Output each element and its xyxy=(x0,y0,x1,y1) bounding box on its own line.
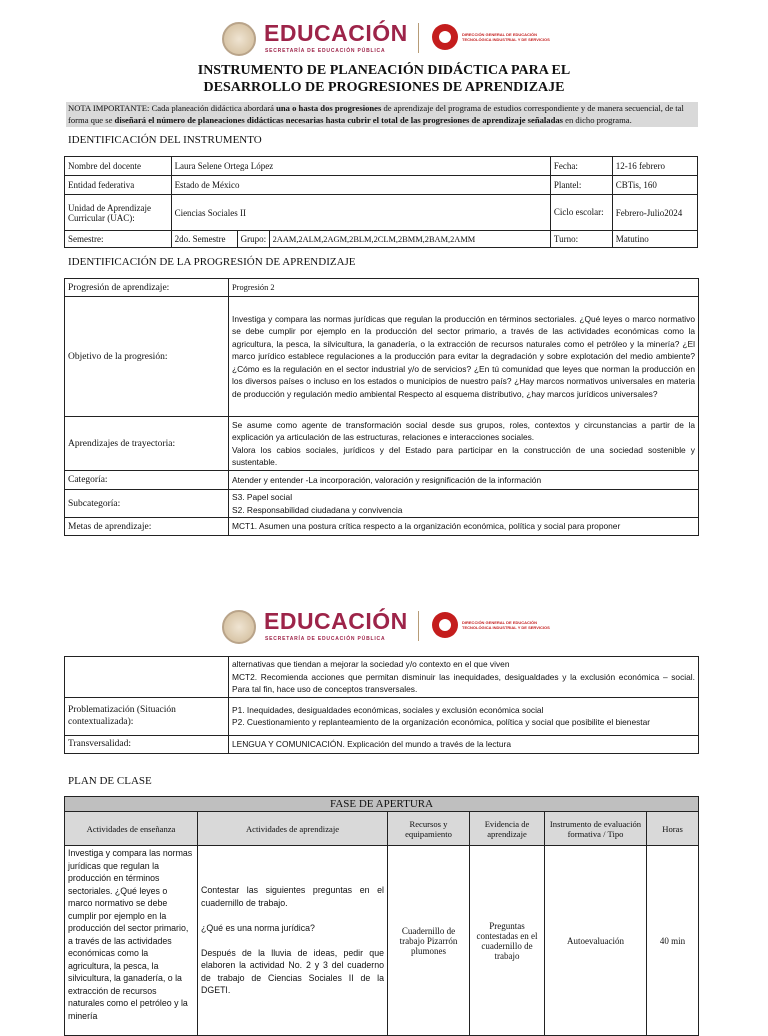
label-plantel: Plantel: xyxy=(550,176,612,195)
cell-evidencia: Preguntas contestadas en el cuadernillo de trabajo xyxy=(470,846,545,1036)
label-turno: Turno: xyxy=(550,231,612,248)
label-ciclo: Ciclo escolar: xyxy=(550,195,612,231)
value-trayectoria: Se asume como agente de transformación social desde sus grupos, roles, contextos y circunstancias a partir de la explicación ya articulación de las estructuras, relaciones e interacciones sociales. Valora los cabios sociales, jurídicos y del Estado para participar en la construcción de una sociedad sostenible y sustentable. xyxy=(229,417,699,471)
col-recursos: Recursos y equipamiento xyxy=(388,812,470,846)
label-problematizacion: Problematización (Situación contextualizada): xyxy=(65,697,229,735)
label-transversalidad: Transversalidad: xyxy=(65,735,229,753)
cell-aprendizaje: Contestar las siguientes preguntas en el cuadernillo de trabajo. ¿Qué es una norma jurídica? Después de la lluvia de ideas, pedir que elaboren la actividad No. 2 y 3 del cuaderno de trabajo de Ciencias Sociales II de la DGETI. xyxy=(198,846,388,1036)
col-horas: Horas xyxy=(647,812,699,846)
value-categoria: Atender y entender -La incorporación, valoración y resignificación de la información xyxy=(229,471,699,490)
progression-table xyxy=(64,278,699,536)
value-semestre: 2do. Semestre xyxy=(171,231,237,248)
value-metas: MCT1. Asumen una postura crítica respecto a la organización económica, política y social para proponer xyxy=(229,518,699,536)
value-progresion: Progresión 2 xyxy=(229,279,699,297)
label-fecha: Fecha: xyxy=(550,157,612,176)
value-problematizacion: P1. Inequidades, desigualdades económicas, sociales y exclusión económica social P2. Cuestionamiento y replanteamiento de la organización económica, política y social que posibilite el bienestar xyxy=(229,697,699,735)
instrument-table xyxy=(64,156,698,248)
brand-logo: EDUCACIÓN xyxy=(264,20,408,46)
label-grupo: Grupo: xyxy=(237,231,269,248)
dgeti-text: DIRECCIÓN GENERAL DE EDUCACIÓN TECNOLÓGICA INDUSTRIAL Y DE SERVICIOS xyxy=(462,32,550,42)
label-progresion: Progresión de aprendizaje: xyxy=(65,279,229,297)
value-uac: Ciencias Sociales II xyxy=(171,195,550,231)
value-subcategoria: S3. Papel social S2. Responsabilidad ciudadana y convivencia xyxy=(229,490,699,518)
logo-divider xyxy=(418,611,419,641)
document-title-line2: DESARROLLO DE PROGRESIONES DE APRENDIZAJE xyxy=(203,80,565,95)
cell-recursos: Cuadernillo de trabajo Pizarrón plumones xyxy=(388,846,470,1036)
label-docente: Nombre del docente xyxy=(65,157,172,176)
important-note: NOTA IMPORTANTE: Cada planeación didáctica abordará una o hasta dos progresiones de aprendizaje del programa de estudios correspondiente y de manera secuencial, de tal forma que se diseñará el número de planeaciones didácticas necesarias hasta cubrir el total de las progresiones de aprendizaje señaladas en dicho programa. xyxy=(66,102,698,127)
value-entidad: Estado de México xyxy=(171,176,550,195)
section-heading-plan: PLAN DE CLASE xyxy=(68,775,152,787)
sep-seal-icon xyxy=(222,22,256,56)
logo-divider xyxy=(418,23,419,53)
page1-header xyxy=(0,18,768,68)
label-uac: Unidad de Aprendizaje Curricular (UAC): xyxy=(65,195,172,231)
value-transversalidad: LENGUA Y COMUNICACIÓN. Explicación del mundo a través de la lectura xyxy=(229,735,699,753)
label-objetivo: Objetivo de la progresión: xyxy=(65,297,229,417)
value-ciclo: Febrero-Julio2024 xyxy=(612,195,697,231)
cell-horas: 40 min xyxy=(647,846,699,1036)
value-docente: Laura Selene Ortega López xyxy=(171,157,550,176)
dgeti-text: DIRECCIÓN GENERAL DE EDUCACIÓN TECNOLÓGICA INDUSTRIAL Y DE SERVICIOS xyxy=(462,620,550,630)
value-metas-cont: alternativas que tiendan a mejorar la sociedad y/o contexto en el que viven MCT2. Recomienda acciones que permitan disminuir las inequidades, desigualdades y la exclusión económica – social. Para tal fin, hace uso de conceptos transversales. xyxy=(229,657,699,698)
document-title-line1: INSTRUMENTO DE PLANEACIÓN DIDÁCTICA PARA EL xyxy=(197,63,571,78)
cell-ensenanza: Investiga y compara las normas jurídicas que regulan la producción en términos sectoriales. ¿Qué leyes o marco normativo se debe cumplir por ejemplo en la producción del sector primario, a través de las actividades económicas como la agricultura, la pesca, la silvicultura, la ganadería, o la extracción de recursos naturales como el petróleo y la minería xyxy=(65,846,198,1036)
label-metas-cont xyxy=(65,657,229,698)
value-fecha: 12-16 febrero xyxy=(612,157,697,176)
section-heading-instrumento: IDENTIFICACIÓN DEL INSTRUMENTO xyxy=(68,134,262,146)
label-categoria: Categoría: xyxy=(65,471,229,490)
plan-table xyxy=(64,796,699,1036)
label-semestre: Semestre: xyxy=(65,231,172,248)
label-trayectoria: Aprendizajes de trayectoria: xyxy=(65,417,229,471)
label-entidad: Entidad federativa xyxy=(65,176,172,195)
col-aprendizaje: Actividades de aprendizaje xyxy=(198,812,388,846)
sep-seal-icon xyxy=(222,610,256,644)
brand-logo: EDUCACIÓN xyxy=(264,608,408,634)
dgeti-gear-icon xyxy=(432,612,458,638)
value-grupo: 2AAM,2ALM,2AGM,2BLM,2CLM,2BMM,2BAM,2AMM xyxy=(269,231,550,248)
dgeti-gear-icon xyxy=(432,24,458,50)
label-subcategoria: Subcategoría: xyxy=(65,490,229,518)
col-ensenanza: Actividades de enseñanza xyxy=(65,812,198,846)
value-turno: Matutino xyxy=(612,231,697,248)
progression-table-continued xyxy=(64,656,699,754)
value-plantel: CBTis, 160 xyxy=(612,176,697,195)
brand-subtitle: SECRETARÍA DE EDUCACIÓN PÚBLICA xyxy=(265,636,386,642)
label-metas: Metas de aprendizaje: xyxy=(65,518,229,536)
col-instrumento: Instrumento de evaluación formativa / Tipo xyxy=(545,812,647,846)
page2-header xyxy=(0,606,768,656)
fase-apertura: FASE DE APERTURA xyxy=(65,797,699,812)
section-heading-progresion: IDENTIFICACIÓN DE LA PROGRESIÓN DE APRENDIZAJE xyxy=(68,256,356,268)
cell-instrumento: Autoevaluación xyxy=(545,846,647,1036)
col-evidencia: Evidencia de aprendizaje xyxy=(470,812,545,846)
brand-subtitle: SECRETARÍA DE EDUCACIÓN PÚBLICA xyxy=(265,48,386,54)
value-objetivo: Investiga y compara las normas jurídicas que regulan la producción en términos sectoriales. ¿Qué leyes o marco normativo se debe cumplir por ejemplo en la producción del sector primario, a través de las actividades económicas como la agricultura, la pesca, la silvicultura, la ganadería, o la extracción de recursos naturales como el petróleo y la minería? ¿El marco jurídico establece regulaciones a la producción para evitar la degradación y sobre explotación del medio ambiente? ¿Cómo es la regulación en el sector industrial y/o de servicios? ¿En tú comunidad que leyes que norman la producción en los diversos países o incluso en los estados o municipios de nuestro país? ¿Hay marcos normativos universales en materia de producción y regulación medio ambiental Respecto al esquema distributivo, ¿hay marcos jurídicos universales? xyxy=(229,297,699,417)
